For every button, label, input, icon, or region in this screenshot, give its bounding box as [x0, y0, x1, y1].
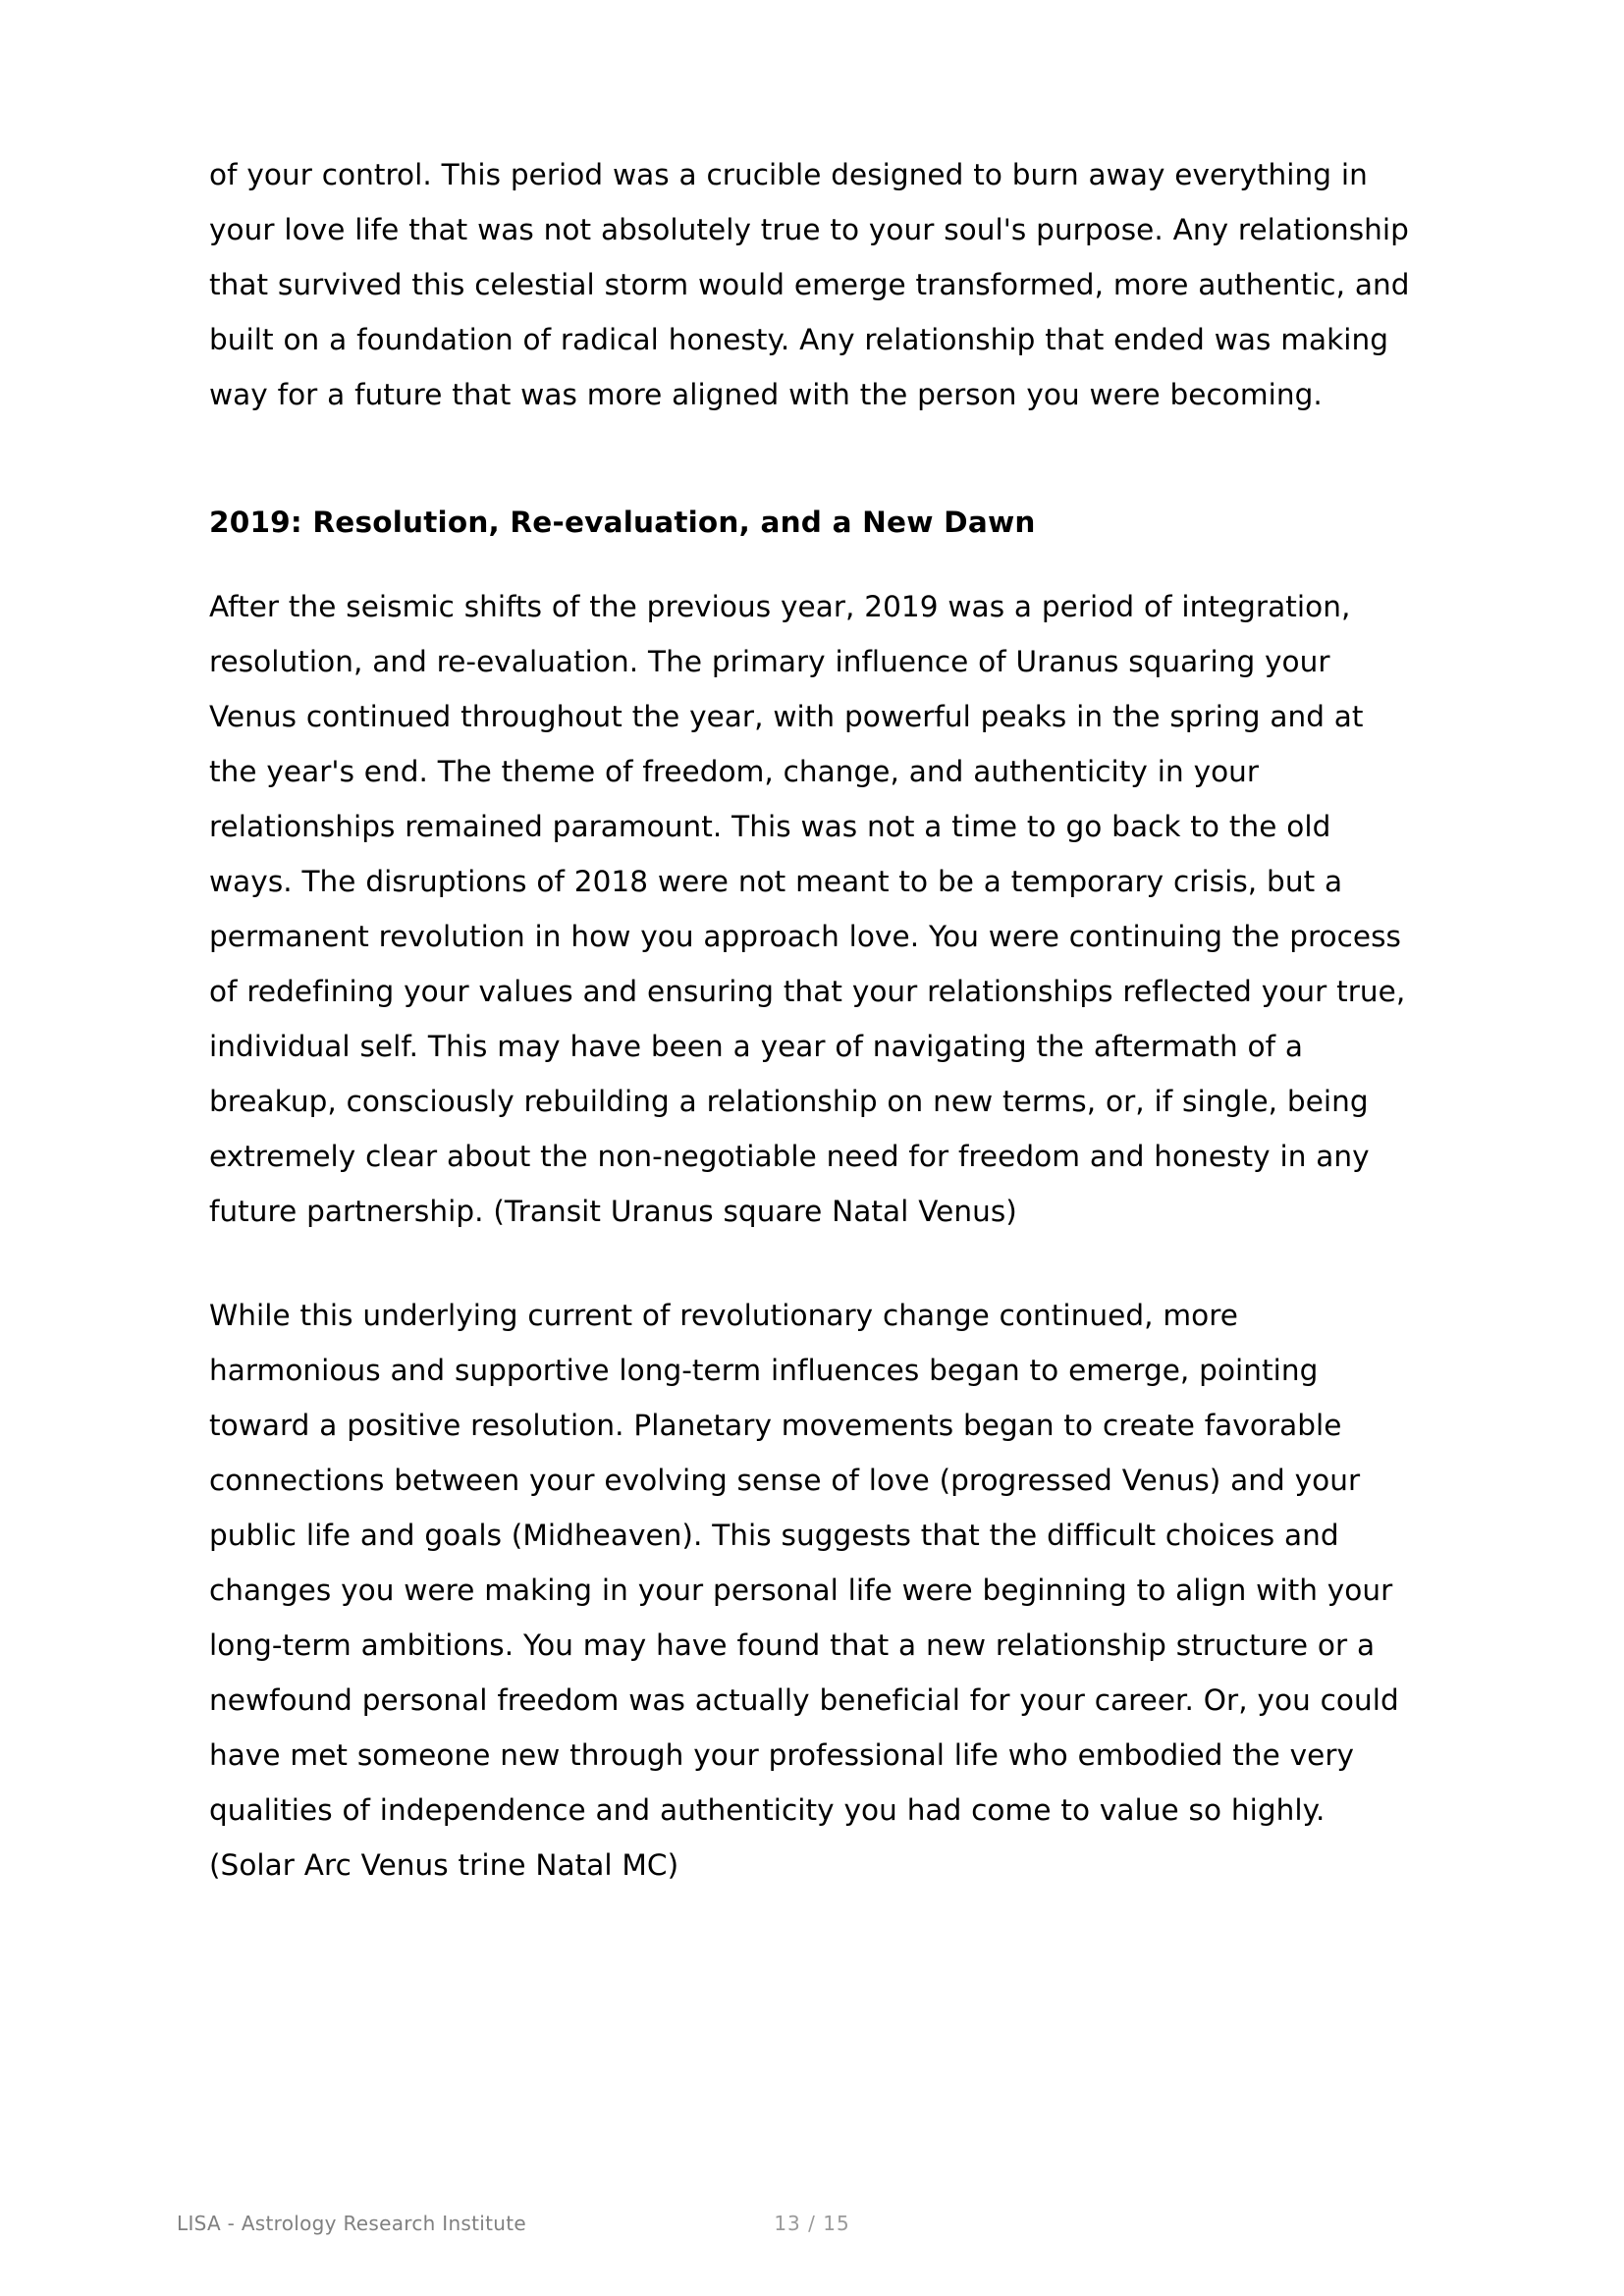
body-paragraph-2: While this underlying current of revolutionary change continued, more harmonious and supportive long-term influences began to emerge, pointing toward a positive resolution. Planetary movements began to create favorable connections between your evolving sense of love (progressed Venus) and your public life and goals (Midheaven). This suggests that the difficult choices and changes you were making in your personal life were beginning to align with your long-term ambitions. You may have found that a new relationship structure or a newfound personal freedom was actually beneficial for your career. Or, you could have met someone new through your professional life who embodied the very qualities of independence and authenticity you had come to value so highly. (Solar Arc Venus trine Natal MC)	[209, 1299, 1399, 1882]
section-heading: 2019: Resolution, Re-evaluation, and a New Dawn	[209, 506, 1036, 539]
heading-spacer	[209, 452, 1417, 469]
page-content	[209, 147, 1417, 1920]
footer-page-number: 13 / 15	[774, 2212, 850, 2235]
body-paragraph-continued: of your control. This period was a crucible designed to burn away everything in your love life that was not absolutely true to your soul's purpose. Any relationship that survived this celestial storm would emerge transformed, more authentic, and built on a foundation of radical honesty. Any relationship that ended was making way for a future that was more aligned with the person you were becoming.	[209, 158, 1410, 411]
body-paragraph-1: After the seismic shifts of the previous year, 2019 was a period of integration, resolution, and re-evaluation. The primary influence of Uranus squaring your Venus continued throughout the year, with powerful peaks in the spring and at the year's end. The theme of freedom, change, and authenticity in your relationships remained paramount. This was not a time to go back to the old ways. The disruptions of 2018 were not meant to be a temporary crisis, but a permanent revolution in how you approach love. You were continuing the process of redefining your values and ensuring that your relationships reflected your true, individual self. This may have been a year of navigating the aftermath of a breakup, consciously rebuilding a relationship on new terms, or, if single, being extremely clear about the non-negotiable need for freedom and honesty in any future partnership. (Transit Uranus square Natal Venus)	[209, 590, 1406, 1228]
footer-organization: LISA - Astrology Research Institute	[177, 2212, 527, 2235]
page-footer	[177, 2207, 1447, 2240]
paragraph-spacer	[209, 1268, 1417, 1288]
